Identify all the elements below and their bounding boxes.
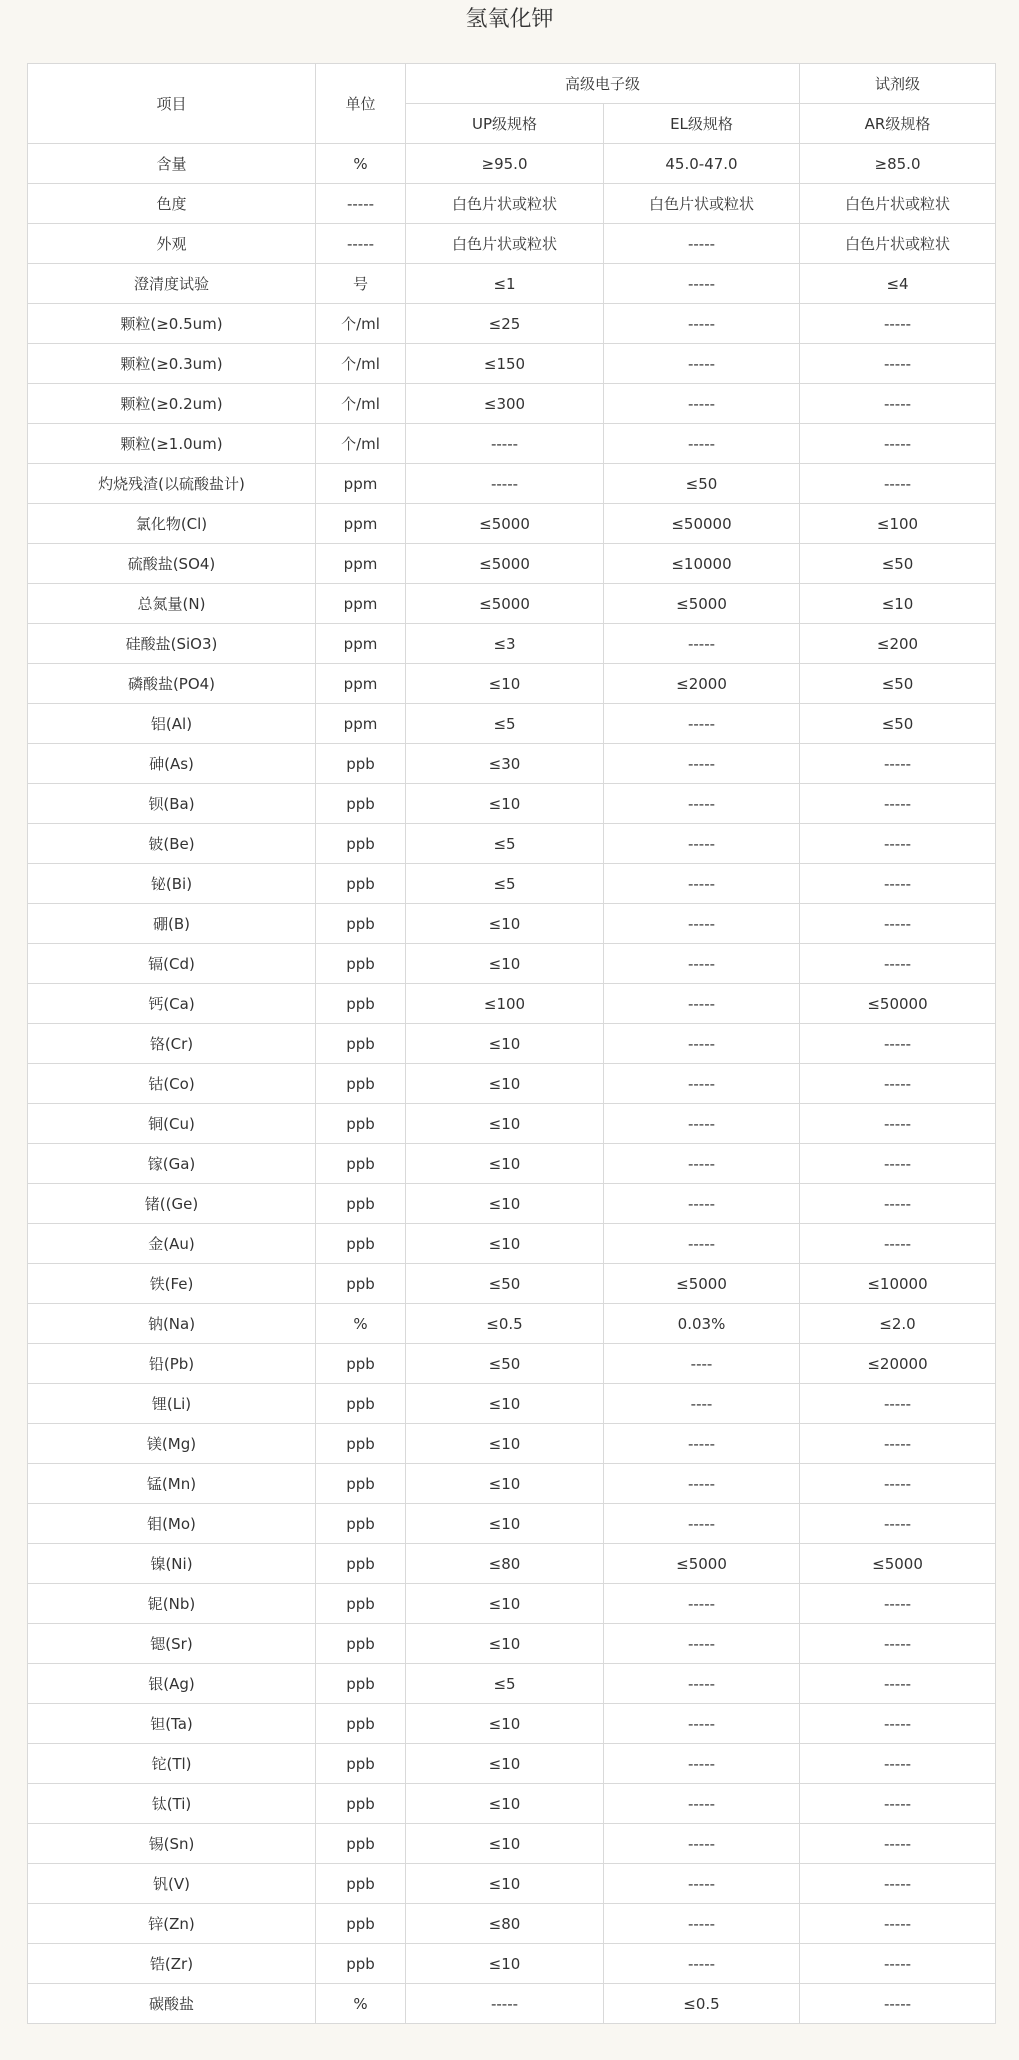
cell-up-spec: ≤0.5 xyxy=(406,1304,604,1344)
cell-unit: ppb xyxy=(316,1264,406,1304)
cell-el-spec: ----- xyxy=(604,424,800,464)
cell-item: 锌(Zn) xyxy=(28,1904,316,1944)
cell-unit: ppb xyxy=(316,1224,406,1264)
cell-item: 铬(Cr) xyxy=(28,1024,316,1064)
cell-item: 颗粒(≥0.2um) xyxy=(28,384,316,424)
cell-ar-spec: 白色片状或粒状 xyxy=(800,184,996,224)
table-row xyxy=(28,1424,996,1464)
table-row xyxy=(28,1784,996,1824)
cell-up-spec: ≤10 xyxy=(406,1104,604,1144)
cell-up-spec: ≤10 xyxy=(406,1424,604,1464)
cell-el-spec: ----- xyxy=(604,1104,800,1144)
cell-up-spec: ≤10 xyxy=(406,904,604,944)
table-row xyxy=(28,904,996,944)
cell-el-spec: ----- xyxy=(604,1624,800,1664)
cell-up-spec: ≤5000 xyxy=(406,544,604,584)
cell-unit: ppb xyxy=(316,1424,406,1464)
cell-unit: ppb xyxy=(316,1064,406,1104)
table-row xyxy=(28,1864,996,1904)
cell-up-spec: ≤5 xyxy=(406,704,604,744)
cell-item: 镓(Ga) xyxy=(28,1144,316,1184)
table-row xyxy=(28,1544,996,1584)
cell-el-spec: ----- xyxy=(604,784,800,824)
cell-up-spec: ≤10 xyxy=(406,1464,604,1504)
table-row xyxy=(28,664,996,704)
cell-ar-spec: ----- xyxy=(800,464,996,504)
cell-up-spec: ≤3 xyxy=(406,624,604,664)
cell-up-spec: ≤100 xyxy=(406,984,604,1024)
cell-ar-spec: ----- xyxy=(800,1624,996,1664)
table-row xyxy=(28,944,996,984)
cell-ar-spec: ----- xyxy=(800,1464,996,1504)
cell-el-spec: ----- xyxy=(604,1784,800,1824)
cell-up-spec: ≤10 xyxy=(406,1944,604,1984)
cell-ar-spec: ≤50000 xyxy=(800,984,996,1024)
table-row xyxy=(28,984,996,1024)
cell-el-spec: ----- xyxy=(604,224,800,264)
cell-el-spec: ----- xyxy=(604,1664,800,1704)
cell-el-spec: ----- xyxy=(604,944,800,984)
cell-up-spec: ≤80 xyxy=(406,1544,604,1584)
cell-ar-spec: ≤50 xyxy=(800,544,996,584)
cell-up-spec: ≤10 xyxy=(406,1384,604,1424)
cell-el-spec: ----- xyxy=(604,744,800,784)
cell-item: 颗粒(≥0.3um) xyxy=(28,344,316,384)
cell-item: 锗((Ge) xyxy=(28,1184,316,1224)
cell-item: 钒(V) xyxy=(28,1864,316,1904)
cell-el-spec: ----- xyxy=(604,1224,800,1264)
cell-unit: ppb xyxy=(316,1584,406,1624)
cell-ar-spec: ≤10 xyxy=(800,584,996,624)
cell-up-spec: ≤10 xyxy=(406,1784,604,1824)
table-row xyxy=(28,1184,996,1224)
cell-unit: ppb xyxy=(316,1944,406,1984)
cell-unit: ppb xyxy=(316,1104,406,1144)
cell-el-spec: 45.0-47.0 xyxy=(604,144,800,184)
cell-item: 镁(Mg) xyxy=(28,1424,316,1464)
cell-item: 锂(Li) xyxy=(28,1384,316,1424)
cell-item: 铍(Be) xyxy=(28,824,316,864)
cell-el-spec: ≤10000 xyxy=(604,544,800,584)
cell-up-spec: ≤50 xyxy=(406,1264,604,1304)
cell-item: 碳酸盐 xyxy=(28,1984,316,2024)
table-row xyxy=(28,144,996,184)
table-row xyxy=(28,1824,996,1864)
cell-up-spec: ----- xyxy=(406,464,604,504)
cell-item: 铊(Tl) xyxy=(28,1744,316,1784)
cell-up-spec: ≤25 xyxy=(406,304,604,344)
cell-unit: ppm xyxy=(316,704,406,744)
cell-ar-spec: ----- xyxy=(800,1944,996,1984)
cell-up-spec: 白色片状或粒状 xyxy=(406,184,604,224)
cell-ar-spec: ≤100 xyxy=(800,504,996,544)
cell-up-spec: ≤5000 xyxy=(406,504,604,544)
cell-el-spec: ----- xyxy=(604,384,800,424)
cell-up-spec: ≤5 xyxy=(406,1664,604,1704)
cell-el-spec: 0.03% xyxy=(604,1304,800,1344)
cell-unit: ppm xyxy=(316,464,406,504)
cell-unit: ppb xyxy=(316,944,406,984)
cell-unit: ppb xyxy=(316,1704,406,1744)
table-row xyxy=(28,1984,996,2024)
cell-unit: ppm xyxy=(316,664,406,704)
header-group-reagent: 试剂级 xyxy=(800,64,996,104)
table-row xyxy=(28,1344,996,1384)
cell-item: 砷(As) xyxy=(28,744,316,784)
cell-unit: ppb xyxy=(316,1384,406,1424)
cell-up-spec: ≤10 xyxy=(406,1744,604,1784)
cell-item: 硫酸盐(SO4) xyxy=(28,544,316,584)
cell-ar-spec: ----- xyxy=(800,1584,996,1624)
cell-item: 钡(Ba) xyxy=(28,784,316,824)
cell-item: 硼(B) xyxy=(28,904,316,944)
cell-ar-spec: ≤20000 xyxy=(800,1344,996,1384)
cell-unit: ppb xyxy=(316,1464,406,1504)
cell-ar-spec: 白色片状或粒状 xyxy=(800,224,996,264)
cell-ar-spec: ----- xyxy=(800,1184,996,1224)
cell-ar-spec: ----- xyxy=(800,744,996,784)
cell-item: 铝(Al) xyxy=(28,704,316,744)
cell-ar-spec: ----- xyxy=(800,344,996,384)
cell-up-spec: ≤30 xyxy=(406,744,604,784)
spec-table xyxy=(27,63,996,2024)
header-up-spec: UP级规格 xyxy=(406,104,604,144)
cell-unit: ppb xyxy=(316,864,406,904)
cell-unit: ppm xyxy=(316,624,406,664)
cell-item: 钴(Co) xyxy=(28,1064,316,1104)
cell-item: 澄清度试验 xyxy=(28,264,316,304)
cell-item: 铌(Nb) xyxy=(28,1584,316,1624)
table-row xyxy=(28,1664,996,1704)
table-row xyxy=(28,344,996,384)
cell-item: 铁(Fe) xyxy=(28,1264,316,1304)
cell-item: 钠(Na) xyxy=(28,1304,316,1344)
cell-ar-spec: ----- xyxy=(800,1664,996,1704)
cell-ar-spec: ----- xyxy=(800,1384,996,1424)
table-row xyxy=(28,864,996,904)
cell-unit: ppb xyxy=(316,1024,406,1064)
cell-item: 灼烧残渣(以硫酸盐计) xyxy=(28,464,316,504)
cell-unit: ppb xyxy=(316,744,406,784)
cell-el-spec: 白色片状或粒状 xyxy=(604,184,800,224)
cell-el-spec: ----- xyxy=(604,904,800,944)
cell-unit: % xyxy=(316,1984,406,2024)
cell-unit: ppb xyxy=(316,904,406,944)
cell-ar-spec: ----- xyxy=(800,1984,996,2024)
cell-item: 铋(Bi) xyxy=(28,864,316,904)
cell-unit: % xyxy=(316,144,406,184)
cell-up-spec: ≤10 xyxy=(406,1024,604,1064)
cell-el-spec: ----- xyxy=(604,1504,800,1544)
cell-up-spec: ≤10 xyxy=(406,664,604,704)
cell-ar-spec: ≤2.0 xyxy=(800,1304,996,1344)
table-row xyxy=(28,1624,996,1664)
table-row xyxy=(28,1584,996,1624)
cell-el-spec: ----- xyxy=(604,704,800,744)
table-row xyxy=(28,1024,996,1064)
header-ar-spec: AR级规格 xyxy=(800,104,996,144)
cell-el-spec: ≤5000 xyxy=(604,584,800,624)
cell-el-spec: ----- xyxy=(604,1184,800,1224)
table-row xyxy=(28,1744,996,1784)
cell-unit: 个/ml xyxy=(316,424,406,464)
table-row xyxy=(28,464,996,504)
cell-el-spec: ----- xyxy=(604,1024,800,1064)
cell-item: 颗粒(≥1.0um) xyxy=(28,424,316,464)
table-row xyxy=(28,1104,996,1144)
cell-item: 金(Au) xyxy=(28,1224,316,1264)
cell-el-spec: ----- xyxy=(604,1064,800,1104)
cell-unit: ppb xyxy=(316,1744,406,1784)
cell-ar-spec: ----- xyxy=(800,1864,996,1904)
cell-unit: 个/ml xyxy=(316,384,406,424)
cell-unit: 个/ml xyxy=(316,344,406,384)
cell-unit: ppb xyxy=(316,1184,406,1224)
cell-ar-spec: ----- xyxy=(800,864,996,904)
cell-unit: ppb xyxy=(316,1144,406,1184)
table-row xyxy=(28,1384,996,1424)
cell-el-spec: ----- xyxy=(604,1744,800,1784)
cell-item: 钛(Ti) xyxy=(28,1784,316,1824)
header-unit: 单位 xyxy=(316,64,406,144)
cell-el-spec: ----- xyxy=(604,344,800,384)
cell-item: 铅(Pb) xyxy=(28,1344,316,1384)
header-item: 项目 xyxy=(28,64,316,144)
cell-up-spec: ≤10 xyxy=(406,1864,604,1904)
cell-up-spec: ≤10 xyxy=(406,1704,604,1744)
cell-el-spec: ----- xyxy=(604,984,800,1024)
cell-ar-spec: ≥85.0 xyxy=(800,144,996,184)
cell-up-spec: ≤5 xyxy=(406,824,604,864)
table-row xyxy=(28,704,996,744)
cell-item: 锶(Sr) xyxy=(28,1624,316,1664)
cell-item: 总氮量(N) xyxy=(28,584,316,624)
cell-item: 钼(Mo) xyxy=(28,1504,316,1544)
header-group-electronic: 高级电子级 xyxy=(406,64,800,104)
cell-up-spec: ≤50 xyxy=(406,1344,604,1384)
table-row xyxy=(28,384,996,424)
cell-el-spec: ---- xyxy=(604,1344,800,1384)
cell-unit: ppb xyxy=(316,1624,406,1664)
cell-up-spec: ----- xyxy=(406,424,604,464)
table-row xyxy=(28,504,996,544)
cell-up-spec: 白色片状或粒状 xyxy=(406,224,604,264)
table-header xyxy=(28,64,996,144)
cell-el-spec: ----- xyxy=(604,624,800,664)
table-row xyxy=(28,1504,996,1544)
cell-up-spec: ≤10 xyxy=(406,1064,604,1104)
cell-up-spec: ≤10 xyxy=(406,1824,604,1864)
cell-ar-spec: ----- xyxy=(800,824,996,864)
table-body xyxy=(28,144,996,2024)
cell-item: 铜(Cu) xyxy=(28,1104,316,1144)
table-row xyxy=(28,1904,996,1944)
table-row xyxy=(28,304,996,344)
cell-ar-spec: ≤50 xyxy=(800,664,996,704)
cell-item: 镉(Cd) xyxy=(28,944,316,984)
cell-el-spec: ----- xyxy=(604,264,800,304)
cell-ar-spec: ----- xyxy=(800,1144,996,1184)
table-row xyxy=(28,184,996,224)
cell-ar-spec: ----- xyxy=(800,944,996,984)
cell-up-spec: ≤10 xyxy=(406,1624,604,1664)
cell-ar-spec: ----- xyxy=(800,1224,996,1264)
cell-ar-spec: ----- xyxy=(800,1704,996,1744)
cell-unit: ppm xyxy=(316,544,406,584)
cell-unit: ppm xyxy=(316,584,406,624)
cell-ar-spec: ≤4 xyxy=(800,264,996,304)
header-row-groups xyxy=(28,64,996,104)
cell-unit: ppb xyxy=(316,784,406,824)
cell-el-spec: ≤5000 xyxy=(604,1544,800,1584)
cell-unit: ----- xyxy=(316,184,406,224)
cell-unit: ppm xyxy=(316,504,406,544)
cell-item: 含量 xyxy=(28,144,316,184)
cell-item: 磷酸盐(PO4) xyxy=(28,664,316,704)
cell-up-spec: ≤5000 xyxy=(406,584,604,624)
cell-ar-spec: ----- xyxy=(800,384,996,424)
cell-unit: ppb xyxy=(316,1864,406,1904)
cell-el-spec: ----- xyxy=(604,864,800,904)
cell-el-spec: ----- xyxy=(604,1584,800,1624)
table-row xyxy=(28,264,996,304)
cell-ar-spec: ----- xyxy=(800,1784,996,1824)
cell-ar-spec: ≤5000 xyxy=(800,1544,996,1584)
table-row xyxy=(28,544,996,584)
cell-ar-spec: ----- xyxy=(800,1064,996,1104)
cell-item: 银(Ag) xyxy=(28,1664,316,1704)
cell-item: 外观 xyxy=(28,224,316,264)
cell-item: 氯化物(Cl) xyxy=(28,504,316,544)
cell-up-spec: ≤150 xyxy=(406,344,604,384)
cell-up-spec: ≤10 xyxy=(406,784,604,824)
cell-unit: ppb xyxy=(316,1824,406,1864)
cell-ar-spec: ----- xyxy=(800,424,996,464)
cell-unit: ppb xyxy=(316,1344,406,1384)
cell-unit: ppb xyxy=(316,1784,406,1824)
cell-el-spec: ----- xyxy=(604,824,800,864)
cell-up-spec: ≤10 xyxy=(406,1584,604,1624)
cell-ar-spec: ≤200 xyxy=(800,624,996,664)
cell-el-spec: ≤5000 xyxy=(604,1264,800,1304)
cell-unit: ppb xyxy=(316,1664,406,1704)
table-row xyxy=(28,1944,996,1984)
cell-ar-spec: ----- xyxy=(800,784,996,824)
table-row xyxy=(28,624,996,664)
cell-el-spec: ≤50 xyxy=(604,464,800,504)
cell-item: 色度 xyxy=(28,184,316,224)
cell-unit: 个/ml xyxy=(316,304,406,344)
cell-el-spec: ----- xyxy=(604,1424,800,1464)
cell-el-spec: ≤2000 xyxy=(604,664,800,704)
cell-up-spec: ≤10 xyxy=(406,1184,604,1224)
cell-ar-spec: ----- xyxy=(800,1424,996,1464)
cell-unit: ppb xyxy=(316,824,406,864)
cell-up-spec: ≤10 xyxy=(406,1504,604,1544)
cell-up-spec: ----- xyxy=(406,1984,604,2024)
cell-item: 锡(Sn) xyxy=(28,1824,316,1864)
cell-item: 钽(Ta) xyxy=(28,1704,316,1744)
table-row xyxy=(28,784,996,824)
cell-item: 钙(Ca) xyxy=(28,984,316,1024)
cell-unit: % xyxy=(316,1304,406,1344)
cell-up-spec: ≥95.0 xyxy=(406,144,604,184)
table-row xyxy=(28,584,996,624)
cell-el-spec: ----- xyxy=(604,1864,800,1904)
cell-up-spec: ≤5 xyxy=(406,864,604,904)
table-row xyxy=(28,1064,996,1104)
cell-unit: ppb xyxy=(316,1544,406,1584)
cell-ar-spec: ----- xyxy=(800,904,996,944)
cell-ar-spec: ----- xyxy=(800,1104,996,1144)
cell-up-spec: ≤10 xyxy=(406,1224,604,1264)
table-row xyxy=(28,224,996,264)
cell-el-spec: ≤50000 xyxy=(604,504,800,544)
page-title: 氢氧化钾 xyxy=(465,7,554,32)
cell-item: 颗粒(≥0.5um) xyxy=(28,304,316,344)
cell-unit: ----- xyxy=(316,224,406,264)
table-row xyxy=(28,424,996,464)
table-row xyxy=(28,1704,996,1744)
cell-item: 锰(Mn) xyxy=(28,1464,316,1504)
cell-el-spec: ---- xyxy=(604,1384,800,1424)
table-row xyxy=(28,1224,996,1264)
table-row xyxy=(28,824,996,864)
cell-up-spec: ≤80 xyxy=(406,1904,604,1944)
cell-ar-spec: ≤50 xyxy=(800,704,996,744)
cell-up-spec: ≤10 xyxy=(406,944,604,984)
cell-el-spec: ----- xyxy=(604,1904,800,1944)
table-row xyxy=(28,1144,996,1184)
cell-item: 镍(Ni) xyxy=(28,1544,316,1584)
cell-unit: ppb xyxy=(316,1904,406,1944)
cell-el-spec: ----- xyxy=(604,1704,800,1744)
cell-ar-spec: ----- xyxy=(800,1024,996,1064)
table-row xyxy=(28,1464,996,1504)
table-row xyxy=(28,1264,996,1304)
cell-up-spec: ≤1 xyxy=(406,264,604,304)
cell-ar-spec: ----- xyxy=(800,1904,996,1944)
table-row xyxy=(28,744,996,784)
cell-el-spec: ----- xyxy=(604,1144,800,1184)
cell-unit: ppb xyxy=(316,1504,406,1544)
cell-ar-spec: ----- xyxy=(800,1824,996,1864)
cell-ar-spec: ≤10000 xyxy=(800,1264,996,1304)
cell-ar-spec: ----- xyxy=(800,1744,996,1784)
cell-el-spec: ≤0.5 xyxy=(604,1984,800,2024)
cell-item: 锆(Zr) xyxy=(28,1944,316,1984)
cell-up-spec: ≤300 xyxy=(406,384,604,424)
cell-el-spec: ----- xyxy=(604,1944,800,1984)
cell-el-spec: ----- xyxy=(604,304,800,344)
table-row xyxy=(28,1304,996,1344)
cell-ar-spec: ----- xyxy=(800,304,996,344)
cell-el-spec: ----- xyxy=(604,1824,800,1864)
cell-unit: 号 xyxy=(316,264,406,304)
cell-ar-spec: ----- xyxy=(800,1504,996,1544)
cell-el-spec: ----- xyxy=(604,1464,800,1504)
cell-up-spec: ≤10 xyxy=(406,1144,604,1184)
cell-item: 硅酸盐(SiO3) xyxy=(28,624,316,664)
cell-unit: ppb xyxy=(316,984,406,1024)
header-el-spec: EL级规格 xyxy=(604,104,800,144)
